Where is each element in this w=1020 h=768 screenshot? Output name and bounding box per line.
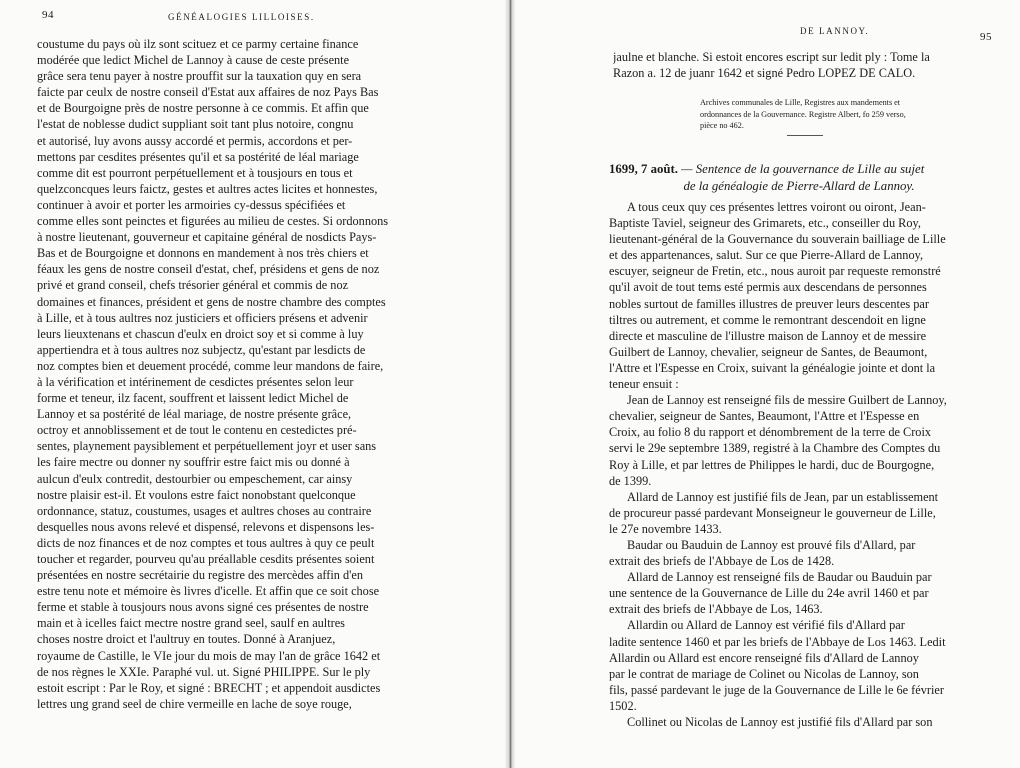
text-line: estre tenu note et mémoire ès livres d'icelle. Et affin que ce soit chose [37, 584, 380, 599]
right-body-text [609, 199, 989, 730]
note-line: Archives communales de Lille, Registres aux mandements et [700, 98, 901, 107]
right-page [515, 0, 1020, 768]
archive-reference-note [700, 97, 992, 132]
text-line: ferme et stable à tousjours nous avons signé ces présentes de nostre [37, 600, 369, 615]
text-line: qu'il avoit de tout tems esté permis aux descendans de personnes [609, 280, 927, 295]
text-line: grâce sera tenu payer à nostre prouffit sur la tauxation quy en sera [37, 69, 362, 84]
heading-date: 1699, 7 août. [609, 162, 678, 176]
text-line: Baudar ou Bauduin de Lannoy est prouvé fils d'Allard, par [627, 537, 916, 552]
text-line: Jean de Lannoy est renseigné fils de messire Guilbert de Lannoy, [627, 393, 947, 408]
text-line: leurs lieuxtenans et chascun d'eulx en droict soy et si comme à luy [37, 326, 364, 341]
text-line: à Lille, et à tous aultres noz justiciers et officiers présens et advenir [37, 310, 368, 325]
right-running-head: DE LANNOY. [800, 26, 870, 36]
text-line: nostre plaisir est-il. Et voulons estre faict nonobstant quelconque [37, 487, 356, 502]
text-line: ordonnance, statuz, coustumes, usages et aultres choses au contraire [37, 503, 372, 518]
text-line: mettons par cesdites présentes qu'il et sa postérité de léal mariage [37, 149, 359, 164]
text-line: Allardin ou Allard de Lannoy est vérifié fils d'Allard par [627, 618, 905, 633]
text-line: à la vérification et intérinement de cesdictes présentes selon leur [37, 374, 354, 389]
right-top-text [613, 49, 991, 81]
text-line: féaux les gens de nostre conseil d'estat, chef, présidens et gens de noz [37, 262, 380, 277]
text-line: extrait des briefs de l'Abbaye de Los de 1428. [609, 554, 835, 569]
text-line: de nos règnes le XXIe. Paraphé vul. ut. Signé PHILIPPE. Sur le ply [37, 664, 371, 679]
note-line: pièce no 462. [700, 121, 744, 130]
text-line: Baptiste Taviel, seigneur des Grimarets, etc., conseiller du Roy, [609, 216, 921, 231]
text-line: noz comptes bien et deuement procédé, comme leur mandons de faire, [37, 358, 384, 373]
text-line: toucher et regarder, pourveu qu'au préallable cesdits présentes soient [37, 552, 375, 566]
text-line: les faire mectre ou donner ny souffrir estre faict mis ou donné à [37, 455, 350, 470]
text-line: lieutenant-général de la Gouvernance du souverain bailliage de Lille [609, 232, 946, 247]
text-line: privé et grand conseil, chefs trésorier général et commis de noz [37, 278, 349, 293]
text-line: domaines et finances, président et gens de nostre chambre des comptes [37, 294, 386, 309]
text-line: le 27e novembre 1433. [609, 521, 722, 536]
text-line: et des appartenances, salut. Sur ce que Pierre-Allard de Lannoy, [609, 248, 924, 263]
text-line: choses nostre droict et l'aultruy en toutes. Donné à Aranjuez, [37, 632, 336, 647]
text-line: estoit escript : Par le Roy, et signé : BRECHT ; et appendoit ausdictes [37, 680, 381, 695]
text-line: lettres ung grand seel de chire vermeille en lache de soye rouge, [37, 696, 352, 711]
text-line: aulcun d'eulx contredit, destourbier ou empeschement, car ainsy [37, 471, 353, 486]
left-text-block [37, 36, 420, 712]
text-line: Croix, au folio 8 du rapport et dénombrement de la terre de Croix [609, 425, 932, 440]
text-line: servi le 29e septembre 1389, registré à la Chambre des Comptes du [609, 441, 941, 456]
text-line: une sentence de la Gouvernance de Lille du 24e avril 1460 et par [609, 586, 929, 601]
text-line: présentées en nostre secrétairie du registre des mercèdes affin d'en [37, 568, 363, 583]
text-line: Razon a. 12 de juanr 1642 et signé Pedro LOPEZ DE CALO. [613, 66, 916, 81]
text-line: comme dit est pourront perpétuellement et à tousjours en tous et [37, 165, 353, 180]
text-line: l'Attre et l'Espesse en Croix, suivant la généalogie jointe et dont la [609, 360, 936, 375]
text-line: et de Bourgoigne près de nostre personne à ce commis. Et affin que [37, 101, 369, 116]
text-line: continuer à avoir et porter les armoiries cy-dessus spécifiées et [37, 197, 346, 212]
text-line: Bas et de Bourgoigne et donnons en mandement à nos très chiers et [37, 246, 369, 261]
text-line: Allardin ou Allard est encore renseigné fils d'Allard de Lannoy [609, 650, 919, 665]
book-gutter [505, 0, 515, 768]
heading-title-part-2: de la généalogie de Pierre-Allard de Lannoy. [683, 179, 915, 193]
text-line: modérée que ledict Michel de Lannoy à cause de ceste présente [37, 53, 350, 68]
left-page [0, 0, 505, 768]
section-divider [787, 135, 823, 136]
text-line: chevalier, seigneur de Santes, Beaumont, l'Attre et l'Espesse en [609, 409, 920, 424]
text-line: directe et masculine de l'illustre maison de Lannoy et de messire [609, 328, 927, 343]
heading-line-1 [609, 161, 989, 178]
text-line: extrait des briefs de l'Abbaye de Los, 1463. [609, 602, 823, 617]
right-page-number: 95 [980, 31, 992, 43]
text-line: ladite sentence 1460 et par les briefs de l'Abbaye de Los 1463. Ledit [609, 634, 946, 649]
left-running-head: GÉNÉALOGIES LILLOISES. [168, 12, 315, 22]
text-line: A tous ceux quy ces présentes lettres voiront ou oiront, Jean- [627, 200, 926, 214]
text-line: nobles surtout de familles illustres de preuver leurs descentes par [609, 296, 929, 311]
text-line: jaulne et blanche. Si estoit encores escript sur ledit ply : Tome la [613, 50, 930, 64]
text-line: Roy à Lille, et par lettres de Philippes le hardi, duc de Bourgogne, [609, 457, 935, 472]
text-line: octroy et annoblissement et de tout le contenu en cestedictes pré- [37, 423, 357, 438]
text-line: Collinet ou Nicolas de Lannoy est justifié fils d'Allard par son [627, 715, 933, 729]
text-line: teneur ensuit : [609, 377, 679, 392]
text-line: et autorisé, luy avons aussy accordé et permis, accordons et per- [37, 133, 353, 148]
text-line: appertiendra et à tous aultres noz subjectz, qu'estant par lesdicts de [37, 342, 366, 357]
text-line: quelzconcques leurs faictz, gestes et aultres actes licites et honnestes, [37, 181, 378, 196]
text-line: l'estat de noblesse dudict suppliant soit tant plus notoire, congnu [37, 117, 354, 132]
text-line: 1502. [609, 698, 637, 713]
text-line: escuyer, seigneur de Fretin, etc., nous auroit par requeste remonstré [609, 264, 941, 279]
text-line: desquelles nous avons relevé et dispensé, relevons et dispensons les- [37, 519, 375, 534]
text-line: de 1399. [609, 473, 652, 488]
document-heading [609, 161, 989, 195]
text-line: par le contrat de mariage de Colinet ou Nicolas de Lannoy, son [609, 666, 919, 681]
text-line: comme elles sont peinctes et figurées au milieu de cestes. Si ordonnons [37, 214, 389, 229]
left-page-number: 94 [42, 9, 54, 21]
text-line: main et à icelles faict mectre nostre grand seel, saulf en aultres [37, 616, 345, 631]
heading-title-part-1: — Sentence de la gouvernance de Lille au sujet [681, 162, 925, 176]
text-line: Lannoy et sa postérité de léal mariage, de nostre présente grâce, [37, 407, 352, 422]
note-line: ordonnances de la Gouvernance. Registre Albert, fo 259 verso, [700, 109, 906, 119]
text-line: forme et teneur, ilz facent, souffrent et laissent ledict Michel de [37, 391, 349, 406]
text-line: sentes, playnement paysiblement et perpétuellement joyr et user sans [37, 439, 377, 454]
text-line: Guilbert de Lannoy, chevalier, seigneur de Santes, de Beaumont, [609, 344, 928, 359]
text-line: coustume du pays où ilz sont scituez et ce parmy certaine finance [37, 37, 359, 51]
text-line: dicts de noz finances et de noz comptes et tous aultres à quy ce peult [37, 535, 375, 550]
text-line: tiltres ou autrement, et comme le remontrant descendoit en ligne [609, 312, 926, 327]
text-line: royaume de Castille, le VIe jour du mois de may l'an de grâce 1642 et [37, 648, 381, 663]
text-line: de procureur passé pardevant Monseigneur le gouverneur de Lille, [609, 505, 936, 520]
text-line: faicte par ceulx de nostre conseil d'Estat aux affaires de noz Pays Bas [37, 85, 379, 100]
text-line: à nostre lieutenant, gouverneur et capitaine général de nosdicts Pays- [37, 230, 377, 245]
text-line: Allard de Lannoy est renseigné fils de Baudar ou Bauduin par [627, 570, 932, 585]
text-line: Allard de Lannoy est justifié fils de Jean, par un establissement [627, 489, 939, 504]
text-line: fils, passé pardevant le juge de la Gouvernance de Lille le 6e février [609, 682, 944, 697]
